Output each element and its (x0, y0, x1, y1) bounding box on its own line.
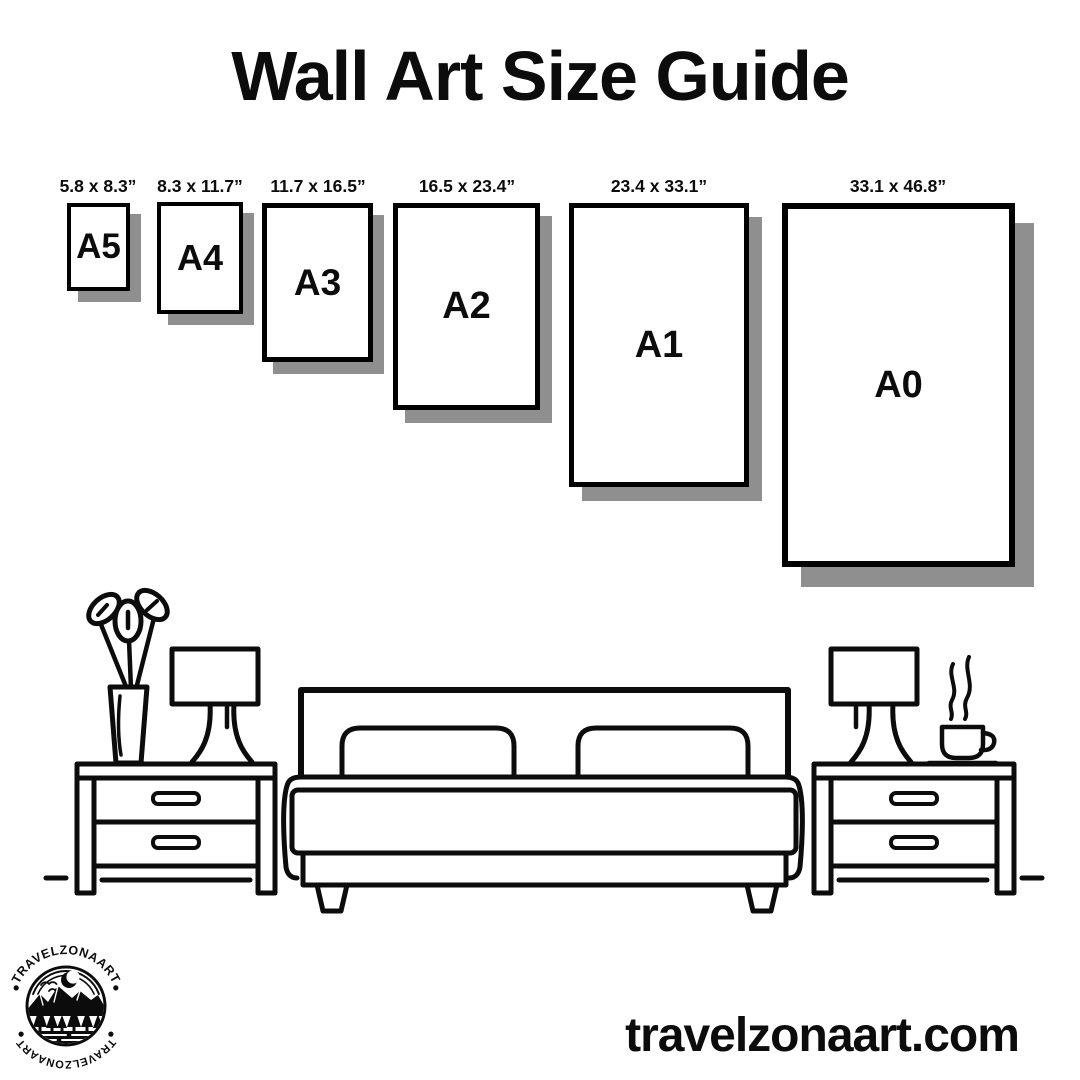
paper-size-code: A2 (442, 285, 491, 327)
plant-vase-icon (83, 585, 172, 763)
nightstand-left-icon (77, 764, 275, 893)
paper-size-code: A5 (76, 227, 121, 266)
paper-size-code: A4 (176, 237, 224, 278)
table-lamp-left-icon (172, 649, 258, 764)
dimension-label-a3: 11.7 x 16.5” (270, 176, 366, 196)
dimension-label-a1: 23.4 x 33.1” (610, 176, 708, 196)
paper-size-code: A0 (874, 363, 923, 406)
page-title: Wall Art Size Guide (231, 37, 849, 115)
paper-size-a1 (569, 203, 749, 487)
paper-size-code: A1 (634, 323, 684, 366)
table-lamp-right-icon (831, 649, 917, 764)
coffee-cup-icon (929, 657, 996, 763)
dimension-label-a2: 16.5 x 23.4” (418, 176, 516, 196)
logo-text-bottom: TRAVELZONAART (14, 1036, 118, 1071)
dimension-label-a5: 5.8 x 8.3” (59, 176, 137, 196)
bedroom-illustration (0, 580, 1080, 920)
paper-size-a3 (262, 203, 373, 362)
website-url: travelzonaart.com (625, 1009, 1019, 1062)
paper-size-a2 (393, 203, 540, 410)
paper-size-a0 (782, 203, 1015, 567)
bed-icon (284, 690, 803, 911)
nightstand-right-icon (814, 764, 1014, 893)
brand-logo-badge (0, 936, 136, 1076)
paper-size-code: A3 (293, 261, 342, 303)
dimension-label-a0: 33.1 x 46.8” (849, 176, 947, 196)
paper-size-a5 (67, 203, 130, 291)
paper-size-a4 (157, 202, 243, 314)
dimension-label-a4: 8.3 x 11.7” (157, 176, 243, 196)
logo-text-top: TRAVELZONAART (9, 942, 123, 986)
